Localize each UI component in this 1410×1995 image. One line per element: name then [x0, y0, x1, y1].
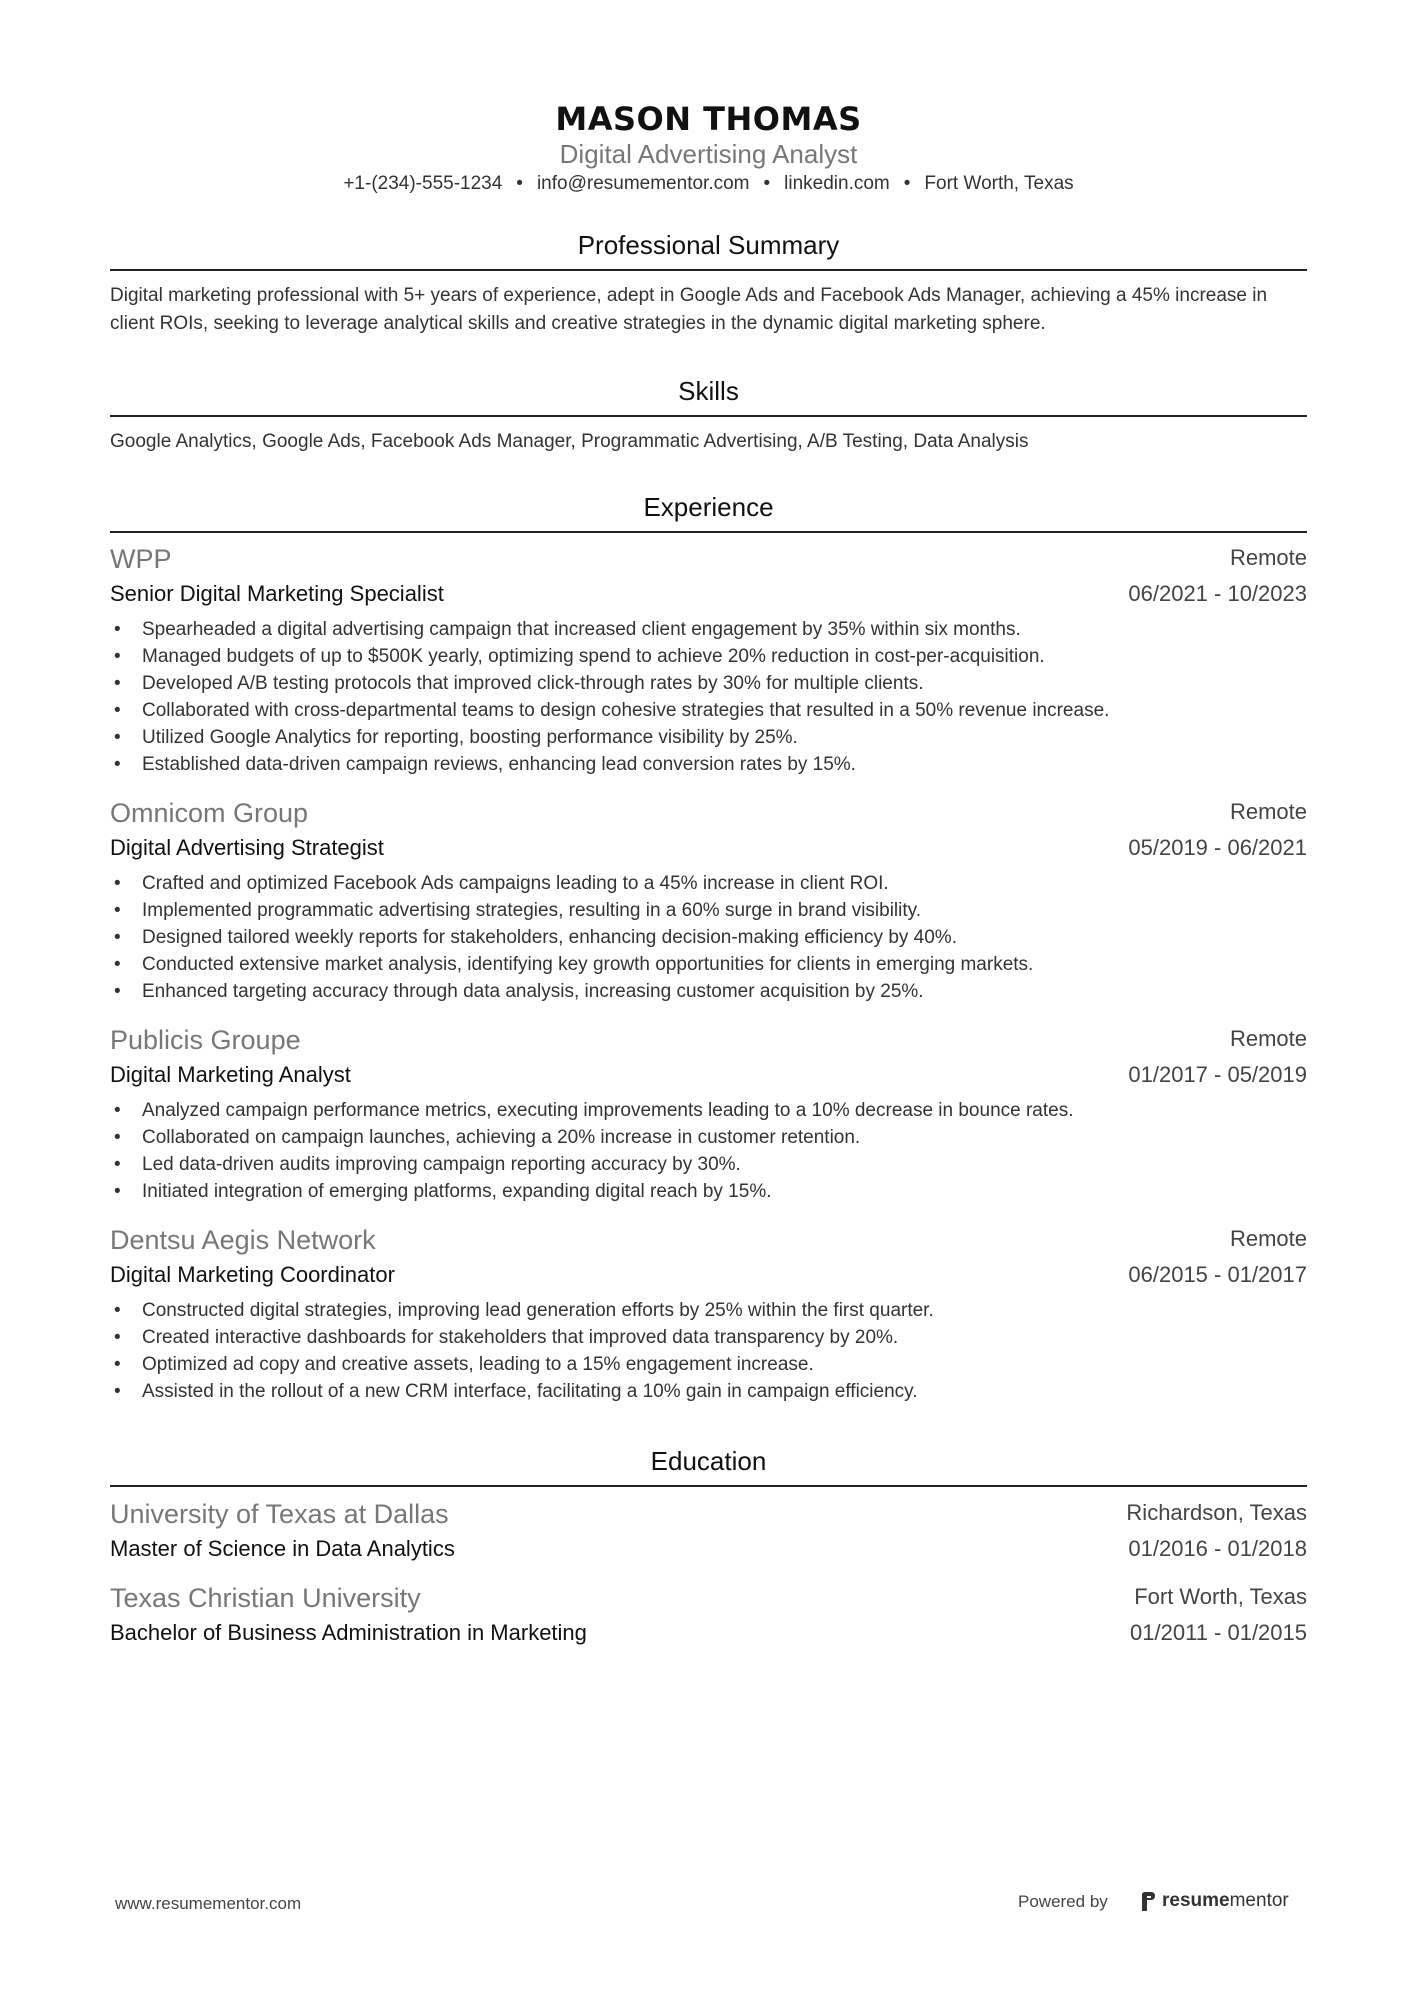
- job-company: Publicis Groupe: [110, 1025, 301, 1055]
- job-bullet: • Designed tailored weekly reports for stakeholders, enhancing decision-making efficiency by 40%.: [110, 924, 1307, 951]
- footer-website[interactable]: www.resumementor.com: [115, 1894, 302, 1913]
- job-bullet: • Established data-driven campaign reviews, enhancing lead conversion rates by 15%.: [110, 751, 1307, 778]
- job-bullets: [110, 1097, 1307, 1205]
- job-bullet: • Developed A/B testing protocols that improved click-through rates by 30% for multiple clients.: [110, 670, 1307, 697]
- footer-brand-light: mentor: [1229, 1890, 1289, 1911]
- edu-degree: Bachelor of Business Administration in Marketing: [110, 1620, 587, 1645]
- job-bullet: • Constructed digital strategies, improving lead generation efforts by 25% within the first quarter.: [110, 1297, 1307, 1324]
- job-title: Digital Advertising Strategist: [110, 835, 384, 860]
- job-title: Senior Digital Marketing Specialist: [110, 581, 444, 606]
- job-bullet: • Created interactive dashboards for stakeholders that improved data transparency by 20%.: [110, 1324, 1307, 1351]
- job-bullet: • Crafted and optimized Facebook Ads campaigns leading to a 45% increase in client ROI.: [110, 870, 1307, 897]
- edu-school: University of Texas at Dallas: [110, 1499, 449, 1529]
- job-title: Digital Marketing Coordinator: [110, 1262, 395, 1287]
- summary-heading: Professional Summary: [577, 230, 840, 260]
- skills-text: Google Analytics, Google Ads, Facebook Ads Manager, Programmatic Advertising, A/B Testing, Data Analysis: [110, 431, 1029, 452]
- edu-degree: Master of Science in Data Analytics: [110, 1536, 455, 1561]
- job-bullet: • Assisted in the rollout of a new CRM interface, facilitating a 10% gain in campaign efficiency.: [110, 1378, 1307, 1405]
- job-dates: 01/2017 - 05/2019: [1128, 1062, 1307, 1087]
- job-bullets: [110, 1297, 1307, 1405]
- candidate-name: MASON THOMAS: [555, 100, 862, 138]
- resumementor-logo-icon: [1140, 1891, 1156, 1911]
- job-bullet: • Spearheaded a digital advertising campaign that increased client engagement by 35% within six months.: [110, 616, 1307, 643]
- job-bullet: • Collaborated on campaign launches, achieving a 20% increase in customer retention.: [110, 1124, 1307, 1151]
- job-dates: 06/2021 - 10/2023: [1128, 581, 1307, 606]
- experience-heading: Experience: [643, 492, 774, 522]
- job-bullet: • Utilized Google Analytics for reporting, boosting performance visibility by 25%.: [110, 724, 1307, 751]
- section-divider: [110, 415, 1307, 417]
- edu-location: Richardson, Texas: [1126, 1500, 1307, 1525]
- footer-brand-logo[interactable]: [1140, 1888, 1289, 1914]
- contact-location: Fort Worth, Texas: [924, 173, 1074, 194]
- edu-dates: 01/2011 - 01/2015: [1130, 1620, 1307, 1645]
- job-bullet: • Optimized ad copy and creative assets, leading to a 15% engagement increase.: [110, 1351, 1307, 1378]
- contact-email[interactable]: info@resumementor.com: [536, 173, 750, 194]
- edu-school: Texas Christian University: [110, 1583, 421, 1613]
- job-location: Remote: [1229, 1026, 1307, 1051]
- footer-powered-by: Powered by: [1018, 1892, 1108, 1911]
- section-divider: [110, 269, 1307, 271]
- job-bullet: • Initiated integration of emerging platforms, expanding digital reach by 15%.: [110, 1178, 1307, 1205]
- job-company: Omnicom Group: [110, 798, 309, 828]
- job-company: Dentsu Aegis Network: [110, 1225, 376, 1255]
- candidate-role: Digital Advertising Analyst: [559, 139, 858, 169]
- edu-dates: 01/2016 - 01/2018: [1128, 1536, 1307, 1561]
- job-bullet: • Enhanced targeting accuracy through data analysis, increasing customer acquisition by 25%.: [110, 978, 1307, 1005]
- job-company: WPP: [110, 544, 172, 574]
- section-divider: [110, 531, 1307, 533]
- job-bullet: • Implemented programmatic advertising strategies, resulting in a 60% surge in brand visibility.: [110, 897, 1307, 924]
- contact-phone: +1-(234)-555-1234: [343, 173, 503, 194]
- job-bullet: • Conducted extensive market analysis, identifying key growth opportunities for clients in emerging markets.: [110, 951, 1307, 978]
- contact-line: [110, 173, 1307, 195]
- section-divider: [110, 1485, 1307, 1487]
- contact-separator: •: [516, 173, 523, 194]
- job-bullets: [110, 616, 1307, 778]
- job-location: Remote: [1229, 1226, 1307, 1251]
- job-bullet: • Led data-driven audits improving campaign reporting accuracy by 30%.: [110, 1151, 1307, 1178]
- job-bullet: • Managed budgets of up to $500K yearly, optimizing spend to achieve 20% reduction in cost-per-acquisition.: [110, 643, 1307, 670]
- job-bullet: • Collaborated with cross-departmental teams to design cohesive strategies that resulted in a 50% revenue increase.: [110, 697, 1307, 724]
- footer-brand-bold: resume: [1162, 1890, 1230, 1911]
- education-heading: Education: [650, 1446, 767, 1476]
- job-bullets: [110, 870, 1307, 1005]
- job-dates: 05/2019 - 06/2021: [1128, 835, 1307, 860]
- job-dates: 06/2015 - 01/2017: [1128, 1262, 1307, 1287]
- job-bullet: • Analyzed campaign performance metrics, executing improvements leading to a 10% decrease in bounce rates.: [110, 1097, 1307, 1124]
- edu-location: Fort Worth, Texas: [1134, 1584, 1307, 1609]
- contact-linkedin[interactable]: linkedin.com: [784, 173, 890, 194]
- job-title: Digital Marketing Analyst: [110, 1062, 351, 1087]
- job-location: Remote: [1229, 799, 1307, 824]
- summary-text: Digital marketing professional with 5+ years of experience, adept in Google Ads and Facebook Ads Manager, achieving a 45% increase in client ROIs, seeking to leverage analytical skills and creative strategies in the dynamic digital marketing sphere.: [110, 285, 1268, 334]
- skills-heading: Skills: [678, 376, 739, 406]
- contact-separator: •: [763, 173, 771, 194]
- contact-separator: •: [903, 173, 911, 194]
- job-location: Remote: [1229, 545, 1307, 570]
